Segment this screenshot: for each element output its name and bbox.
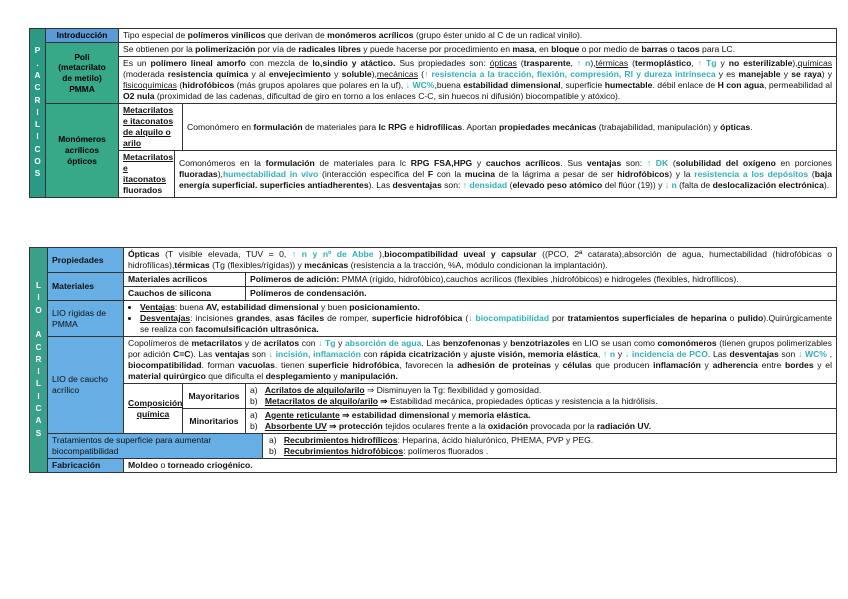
majority-text: a) Acrilatos de alquilo/arilo ⇒ Disminuyen la Tg: flexibilidad y gomosidad. b) Metacrilatos de alquilo/arilo ⇒ Estabilidad mecánica, propiedades ópticas y resistencia a la hidrólisis. [246,384,837,409]
intro-label: Introducción [46,29,119,43]
materials-2-text: Polímeros de condensación. [246,287,837,301]
surface-treatment-text: a) Recubrimientos hidrofílicos: Heparina, ácido hialurónico, PHEMA, PVP y PEG. b) Recubrimientos hidrofóbicos: polímeros fluorados . [263,434,837,459]
table-acrylic-polymers [29,28,837,198]
table-lio-acrilicas [29,247,837,473]
properties-label: Propiedades [48,248,124,273]
materials-1-text: Polímeros de adición: PMMA (rígido, hidrofóbico),cauchos acrílicos (flexibles ,hidrofóbicos) e hidrogeles (flexibles, hidrofílicos). [246,273,837,287]
acrylic-rubber-lio-text: Copolímeros de metacrilatos y de acrilatos con ↓ Tg y absorción de agua. Las benzofenonas y benzotriazoles en LIO se usan como comonómeros (tienen grupos polimerizables por adición C=C). Las ventajas son ↓ incisión, inflamación con rápida cicatrización y ajuste visión, memoria elástica, ↑ n y ↓ incidencia de PCO. Las desventajas son ↓ WC% , biocompatibilidad. forman vacuolas. tienen superficie hidrofóbica, favorecen la adhesión de proteínas y células que producen inflamación y adherencia entre bordes y el material quirúrgico que dificulta el desplegamiento y manipulación. [124,337,837,384]
monomer-1-text: Comonómero en formulación de materiales para lc RPG e hidrofílicas. Aportan propiedades mecánicas (trabajabilidad, manipulación) y ópticas. [183,104,837,151]
monomers-label: Monómeros acrílicos ópticos [46,104,119,198]
rigid-lio-text [124,301,837,337]
pmma-label: Poli (metacrilato de metilo) PMMA [46,43,119,104]
rigid-lio-disadvantages: • Desventajas: incisiones grandes, asas fáciles de romper, superficie hidrofóbica (↓ biocompatibilidad por tratamientos superficiales de heparina o pulido).Quirúrgicamente se realiza con facomulsificación ultrasónica. [140,313,832,335]
minority-text: a) Agente reticulante ⇒ estabilidad dimensional y memoria elástica. b) Absorbente UV ⇒ protección tejidos oculares frente a la oxidación provocada por la radiación UV. [246,409,837,434]
side-label-pacrilicos: P . A C R I L I C O S [30,29,46,198]
rigid-lio-advantages: • Ventajas: buena AV, estabilidad dimensional y buen posicionamiento. [140,302,832,313]
chemical-composition-label: Composición química [124,384,183,434]
intro-text: Tipo especial de polímeros vinílicos que derivan de monómeros acrílicos (grupo éster unido al C de un radical vinilo). [119,29,837,43]
pmma-text-2: Es un polímero lineal amorfo con mezcla de lo,sindio y atáctico. Sus propiedades son: ópticas (trasparente, ↑ n),térmicas (termoplástico, ↑ Tg y no esterilizable),químicas (moderada resistencia química y al envejecimiento y soluble),mecánicas (↑ resistencia a la tracción, flexión, compresión, Rl y dureza intrínseca y es manejable y se raya) y fisicoquímicas (hidrofóbicos (más grupos apolares que polares en la uf), ↓ WC%,buena estabilidad dimensional, superficie humectable. débil enlace de H con agua, permeabilidad al O2 nula (proximidad de las cadenas, dificultad de giro en torno a los enlaces C-C, sin huecos ni difusión) biocompatible y atóxico). [119,57,837,104]
fabrication-label: Fabricación [48,459,124,473]
materials-2-label: Cauchos de silicona [124,287,246,301]
side-label-lio-acrilicas: L I O A C R I L I C A S [30,248,48,473]
fabrication-text: Moldeo o torneado criogénico. [124,459,837,473]
monomer-2-text: Comonómeros en la formulación de materiales para lc RPG FSA,HPG y cauchos acrílicos. Sus ventajas son: ↑ DK (solubilidad del oxígeno en porciones fluoradas),humectabilidad in vivo (interacción específica del F con la mucina de la lágrima a pesar de ser hidrofóbicos) y la resistencia a los depósitos (baja energía superficial. superficies antiadherentes). Las desventajas son: ↑ densidad (elevado peso atómico del flúor (19)) y ↓ n (falta de deslocalización electrónica). [175,151,837,198]
pmma-text-1: Se obtienen por la polimerización por vía de radicales libres y puede hacerse por procedimiento en masa, en bloque o por medio de barras o tacos para LC. [119,43,837,57]
materials-label: Materiales [48,273,124,301]
monomer-1-label: Metacrilatos e itaconatos de alquilo o arilo [119,104,183,151]
monomer-2-label: Metacrilatos e itaconatos fluorados [119,151,175,198]
majority-label: Mayoritarios [183,384,246,409]
acrylic-rubber-lio-label: LIO de caucho acrílico [48,337,124,434]
properties-text: Ópticas (T visible elevada, TUV = 0, ↑ n y nº de Abbe ),biocompatibilidad uveal y capsular ((PCO, 2ª catarata),absorción de agua, humectabilidad (hidrofóbicas o hidrofílicas),térmicas (Tg (flexibles/rígidas)) y mecánicas (resistencia a la tracción, %A, módulo condicionan la implantación). [124,248,837,273]
rigid-lio-label: LIO rígidas de PMMA [48,301,124,337]
surface-treatment-label: Tratamientos de superficie para aumentar biocompatibilidad [48,434,263,459]
minority-label: Minoritarios [183,409,246,434]
materials-1-label: Materiales acrílicos [124,273,246,287]
